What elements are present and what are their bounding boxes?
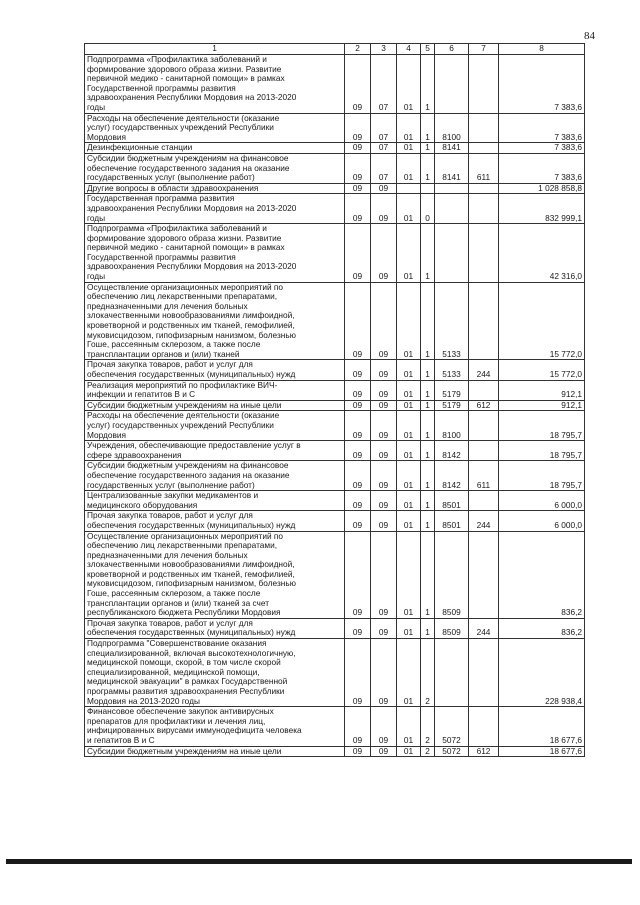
row-expense-type-code — [469, 380, 499, 400]
row-description: Расходы на обеспечение деятельности (оказание услуг) государственных учреждений Республики Мордовия — [85, 411, 345, 441]
row-subsection-code: 07 — [371, 113, 397, 143]
table-row — [85, 153, 585, 183]
row-expense-type-code: 612 — [469, 746, 499, 757]
row-description: Подпрограмма «Профилактика заболеваний и формирование здорового образа жизни. Развитие первичной медико - санитарной помощи» в рамках Государственной программы развития здравоохранения Республики Мордовия на 2013-2020 годы — [85, 55, 345, 114]
row-expense-type-code — [469, 639, 499, 707]
row-description: Дезинфекционные станции — [85, 143, 345, 154]
row-program-code: 01 — [397, 143, 421, 154]
row-program-code: 01 — [397, 461, 421, 491]
row-amount: 1 028 858,8 — [499, 183, 585, 194]
budget-table — [84, 43, 585, 757]
row-subprogram-code: 1 — [421, 224, 435, 283]
row-subprogram-code: 1 — [421, 380, 435, 400]
row-target-code — [435, 224, 469, 283]
table-row — [85, 639, 585, 707]
row-amount: 228 938,4 — [499, 639, 585, 707]
row-subsection-code: 07 — [371, 153, 397, 183]
row-subprogram-code: 1 — [421, 143, 435, 154]
row-target-code: 8501 — [435, 491, 469, 511]
table-header-row — [85, 44, 585, 55]
row-target-code — [435, 639, 469, 707]
row-program-code: 01 — [397, 618, 421, 638]
row-subsection-code: 09 — [371, 639, 397, 707]
row-program-code: 01 — [397, 639, 421, 707]
row-program-code: 01 — [397, 55, 421, 114]
row-description: Подпрограмма "Совершенствование оказания специализированной, включая высокотехнологичную, медицинской помощи, скорой, в том числе скорой специализированной, медицинской помощи, медицинской эвакуации" в рамках Государственной программы развития здравоохранения Республики Мордовия на 2013-2020 годы — [85, 639, 345, 707]
row-amount: 15 772,0 — [499, 360, 585, 380]
row-expense-type-code — [469, 113, 499, 143]
row-expense-type-code: 612 — [469, 400, 499, 411]
row-amount: 836,2 — [499, 618, 585, 638]
row-program-code: 01 — [397, 511, 421, 531]
table-row — [85, 194, 585, 224]
table-row — [85, 282, 585, 360]
row-description: Прочая закупка товаров, работ и услуг для обеспечения государственных (муниципальных) нужд — [85, 511, 345, 531]
row-program-code: 01 — [397, 113, 421, 143]
row-target-code: 5179 — [435, 400, 469, 411]
row-program-code: 01 — [397, 380, 421, 400]
row-target-code — [435, 194, 469, 224]
header-cell: 3 — [371, 44, 397, 55]
row-program-code: 01 — [397, 360, 421, 380]
row-amount: 836,2 — [499, 531, 585, 618]
row-target-code: 5133 — [435, 282, 469, 360]
row-description: Прочая закупка товаров, работ и услуг для обеспечения государственных (муниципальных) нужд — [85, 360, 345, 380]
row-target-code — [435, 183, 469, 194]
row-expense-type-code — [469, 491, 499, 511]
table-row — [85, 113, 585, 143]
row-subsection-code: 09 — [371, 380, 397, 400]
row-subprogram-code: 1 — [421, 441, 435, 461]
row-program-code: 01 — [397, 746, 421, 757]
row-amount: 7 383,6 — [499, 113, 585, 143]
row-section-code: 09 — [345, 461, 371, 491]
row-subprogram-code: 2 — [421, 746, 435, 757]
row-target-code: 8501 — [435, 511, 469, 531]
row-target-code: 8100 — [435, 113, 469, 143]
row-description: Учреждения, обеспечивающие предоставление услуг в сфере здравоохранения — [85, 441, 345, 461]
row-expense-type-code — [469, 282, 499, 360]
table-row — [85, 360, 585, 380]
row-section-code: 09 — [345, 380, 371, 400]
header-cell: 1 — [85, 44, 345, 55]
header-cell: 4 — [397, 44, 421, 55]
row-amount: 7 383,6 — [499, 143, 585, 154]
row-section-code: 09 — [345, 411, 371, 441]
table-row — [85, 224, 585, 283]
row-subprogram-code: 1 — [421, 618, 435, 638]
row-section-code: 09 — [345, 746, 371, 757]
row-target-code: 8142 — [435, 461, 469, 491]
row-section-code: 09 — [345, 491, 371, 511]
row-subsection-code: 09 — [371, 183, 397, 194]
row-subprogram-code: 1 — [421, 153, 435, 183]
row-program-code: 01 — [397, 411, 421, 441]
row-expense-type-code: 244 — [469, 511, 499, 531]
row-amount: 6 000,0 — [499, 491, 585, 511]
row-subsection-code: 09 — [371, 360, 397, 380]
row-subprogram-code: 1 — [421, 282, 435, 360]
row-subsection-code: 09 — [371, 746, 397, 757]
row-expense-type-code — [469, 224, 499, 283]
row-target-code: 8509 — [435, 531, 469, 618]
table-row — [85, 380, 585, 400]
row-description: Субсидии бюджетным учреждениям на иные цели — [85, 746, 345, 757]
row-section-code: 09 — [345, 639, 371, 707]
row-amount: 7 383,6 — [499, 153, 585, 183]
row-subprogram-code: 2 — [421, 707, 435, 746]
row-section-code: 09 — [345, 153, 371, 183]
row-target-code: 5179 — [435, 380, 469, 400]
row-section-code: 09 — [345, 282, 371, 360]
row-expense-type-code: 611 — [469, 461, 499, 491]
row-section-code: 09 — [345, 143, 371, 154]
row-expense-type-code — [469, 441, 499, 461]
table-row — [85, 531, 585, 618]
table-row — [85, 400, 585, 411]
row-subprogram-code: 1 — [421, 113, 435, 143]
row-subprogram-code: 1 — [421, 461, 435, 491]
row-subsection-code: 09 — [371, 491, 397, 511]
header-cell: 2 — [345, 44, 371, 55]
row-amount: 18 677,6 — [499, 746, 585, 757]
row-program-code: 01 — [397, 707, 421, 746]
row-program-code: 01 — [397, 282, 421, 360]
row-expense-type-code — [469, 194, 499, 224]
row-target-code — [435, 55, 469, 114]
row-subsection-code: 09 — [371, 511, 397, 531]
row-amount: 18 795,7 — [499, 461, 585, 491]
row-expense-type-code: 244 — [469, 618, 499, 638]
row-expense-type-code — [469, 143, 499, 154]
row-description: Субсидии бюджетным учреждениям на финансовое обеспечение государственного задания на оказание государственных услуг (выполнение работ) — [85, 153, 345, 183]
row-section-code: 09 — [345, 511, 371, 531]
row-description: Расходы на обеспечение деятельности (оказание услуг) государственных учреждений Республики Мордовия — [85, 113, 345, 143]
table-row — [85, 55, 585, 114]
row-description: Централизованные закупки медикаментов и медицинского оборудования — [85, 491, 345, 511]
row-target-code: 8142 — [435, 441, 469, 461]
row-section-code: 09 — [345, 113, 371, 143]
table-row — [85, 461, 585, 491]
row-subprogram-code — [421, 183, 435, 194]
row-target-code: 5072 — [435, 707, 469, 746]
table-row — [85, 746, 585, 757]
table-row — [85, 411, 585, 441]
row-subsection-code: 09 — [371, 461, 397, 491]
row-section-code: 09 — [345, 224, 371, 283]
table-row — [85, 491, 585, 511]
row-description: Финансовое обеспечение закупок антивирусных препаратов для профилактики и лечения лиц, инфицированных вирусами иммунодефицита человека и гепатитов B и C — [85, 707, 345, 746]
table-row — [85, 441, 585, 461]
row-amount: 18 677,6 — [499, 707, 585, 746]
row-expense-type-code — [469, 55, 499, 114]
row-target-code: 8509 — [435, 618, 469, 638]
row-expense-type-code — [469, 531, 499, 618]
row-amount: 832 999,1 — [499, 194, 585, 224]
row-description: Прочая закупка товаров, работ и услуг для обеспечения государственных (муниципальных) нужд — [85, 618, 345, 638]
row-description: Государственная программа развития здравоохранения Республики Мордовия на 2013-2020 годы — [85, 194, 345, 224]
row-target-code: 8100 — [435, 411, 469, 441]
row-target-code: 5072 — [435, 746, 469, 757]
row-subprogram-code: 1 — [421, 360, 435, 380]
table-row — [85, 618, 585, 638]
row-section-code: 09 — [345, 55, 371, 114]
row-subprogram-code: 1 — [421, 491, 435, 511]
row-description: Субсидии бюджетным учреждениям на финансовое обеспечение государственного задания на оказание государственных услуг (выполнение работ) — [85, 461, 345, 491]
row-amount: 42 316,0 — [499, 224, 585, 283]
row-description: Реализация мероприятий по профилактике ВИЧ- инфекции и гепатитов B и C — [85, 380, 345, 400]
row-expense-type-code — [469, 707, 499, 746]
row-subsection-code: 09 — [371, 400, 397, 411]
row-description: Субсидии бюджетным учреждениям на иные цели — [85, 400, 345, 411]
row-expense-type-code — [469, 411, 499, 441]
row-subsection-code: 09 — [371, 194, 397, 224]
row-subsection-code: 09 — [371, 441, 397, 461]
header-cell: 5 — [421, 44, 435, 55]
row-expense-type-code: 244 — [469, 360, 499, 380]
table-row — [85, 707, 585, 746]
row-subsection-code: 09 — [371, 411, 397, 441]
row-description: Подпрограмма «Профилактика заболеваний и формирование здорового образа жизни. Развитие первичной медико - санитарной помощи» в рамках Государственной программы развития здравоохранения Республики Мордовия на 2013-2020 годы — [85, 224, 345, 283]
scan-bottom-bar — [6, 859, 632, 864]
row-amount: 18 795,7 — [499, 441, 585, 461]
row-subsection-code: 09 — [371, 531, 397, 618]
row-amount: 7 383,6 — [499, 55, 585, 114]
row-subprogram-code: 1 — [421, 400, 435, 411]
row-program-code: 01 — [397, 441, 421, 461]
table-row — [85, 183, 585, 194]
header-cell: 8 — [499, 44, 585, 55]
row-section-code: 09 — [345, 194, 371, 224]
row-program-code — [397, 183, 421, 194]
row-target-code: 8141 — [435, 153, 469, 183]
row-program-code: 01 — [397, 400, 421, 411]
row-program-code: 01 — [397, 194, 421, 224]
row-program-code: 01 — [397, 224, 421, 283]
row-amount: 912,1 — [499, 400, 585, 411]
row-target-code: 5133 — [435, 360, 469, 380]
header-cell: 6 — [435, 44, 469, 55]
row-expense-type-code: 611 — [469, 153, 499, 183]
table-row — [85, 511, 585, 531]
row-subsection-code: 09 — [371, 707, 397, 746]
row-subprogram-code: 2 — [421, 639, 435, 707]
row-subprogram-code: 1 — [421, 55, 435, 114]
row-amount: 18 795,7 — [499, 411, 585, 441]
row-subprogram-code: 1 — [421, 531, 435, 618]
row-subsection-code: 07 — [371, 55, 397, 114]
row-program-code: 01 — [397, 153, 421, 183]
row-subsection-code: 07 — [371, 143, 397, 154]
row-subsection-code: 09 — [371, 224, 397, 283]
row-subprogram-code: 1 — [421, 411, 435, 441]
row-description: Другие вопросы в области здравоохранения — [85, 183, 345, 194]
row-section-code: 09 — [345, 707, 371, 746]
row-amount: 6 000,0 — [499, 511, 585, 531]
row-section-code: 09 — [345, 531, 371, 618]
row-expense-type-code — [469, 183, 499, 194]
row-section-code: 09 — [345, 360, 371, 380]
row-description: Осуществление организационных мероприятий по обеспечению лиц лекарственными препаратами, предназначенными для лечения больных злокачественными новообразованиями лимфоидной, кроветворной и родственных им тканей, гемофилией, муковисцидозом, гипофизарным нанизмом, болезнью Гоше, рассеянным склерозом, а также после трансплантации органов и (или) тканей — [85, 282, 345, 360]
row-subsection-code: 09 — [371, 282, 397, 360]
page-number: 84 — [584, 30, 595, 42]
row-section-code: 09 — [345, 400, 371, 411]
row-subprogram-code: 1 — [421, 511, 435, 531]
row-target-code: 8141 — [435, 143, 469, 154]
row-section-code: 09 — [345, 618, 371, 638]
table-row — [85, 143, 585, 154]
row-amount: 15 772,0 — [499, 282, 585, 360]
row-description: Осуществление организационных мероприятий по обеспечению лиц лекарственными препаратами, предназначенными для лечения больных злокачественными новообразованиями лимфоидной, кроветворной и родственных им тканей, гемофилией, муковисцидозом, гипофизарным нанизмом, болезнью Гоше, рассеянным склерозом, а также после трансплантации органов и (или) тканей за счет республиканского бюджета Республики Мордовия — [85, 531, 345, 618]
row-program-code: 01 — [397, 491, 421, 511]
row-section-code: 09 — [345, 183, 371, 194]
row-subprogram-code: 0 — [421, 194, 435, 224]
header-cell: 7 — [469, 44, 499, 55]
row-subsection-code: 09 — [371, 618, 397, 638]
row-amount: 912,1 — [499, 380, 585, 400]
row-section-code: 09 — [345, 441, 371, 461]
row-program-code: 01 — [397, 531, 421, 618]
